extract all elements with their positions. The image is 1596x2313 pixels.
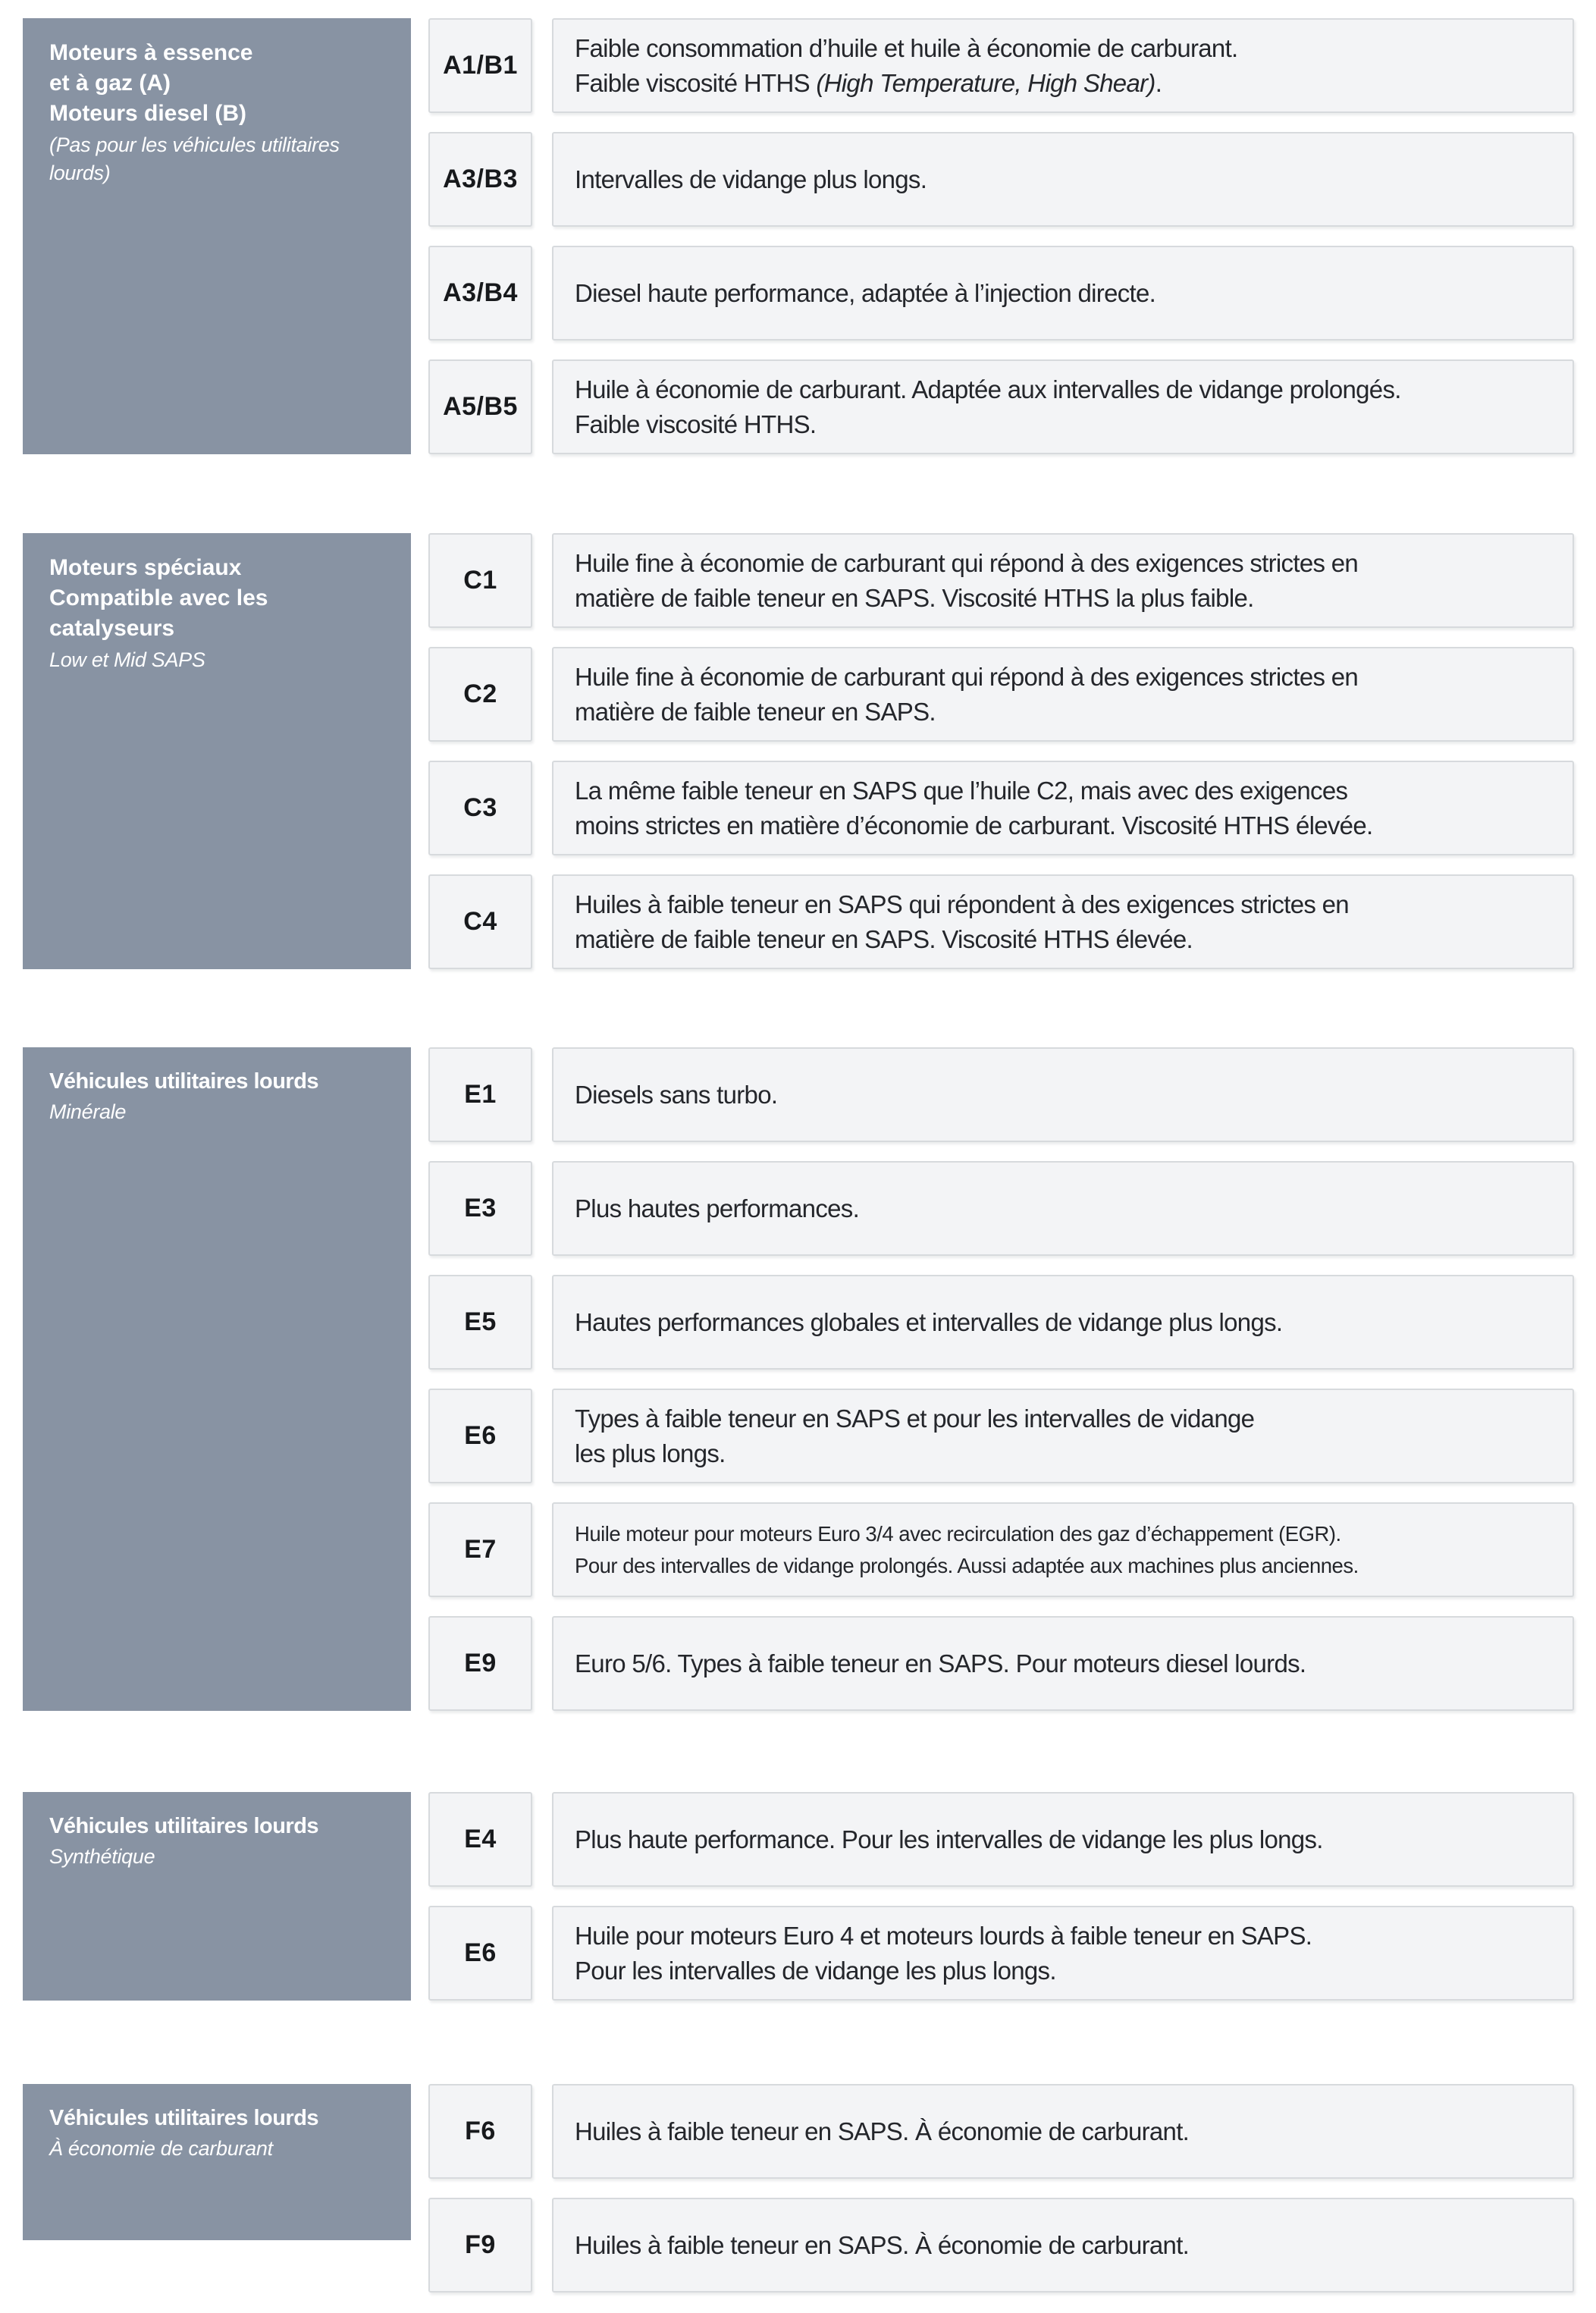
table-row xyxy=(428,533,1574,628)
section-sidebar xyxy=(23,533,411,969)
table-row xyxy=(428,132,1574,227)
section-heavy-duty-mineral xyxy=(23,1047,1574,1711)
category-code: F6 xyxy=(428,2084,532,2179)
section-special-engines-catalyst xyxy=(23,533,1574,969)
category-description xyxy=(552,2084,1574,2179)
description-line-2-prefix: Faible viscosité HTHS xyxy=(575,68,817,97)
category-description xyxy=(552,1616,1574,1711)
description-text: Huile pour moteurs Euro 4 et moteurs lourds à faible teneur en SAPS. Pour les intervalles de vidange les plus longs. xyxy=(575,1921,1312,1985)
category-code: A3/B4 xyxy=(428,246,532,341)
description-text: Huiles à faible teneur en SAPS. À économie de carburant. xyxy=(575,2230,1190,2259)
section-sidebar xyxy=(23,2084,411,2240)
description-text: Euro 5/6. Types à faible teneur en SAPS. Pour moteurs diesel lourds. xyxy=(575,1649,1306,1677)
category-description xyxy=(552,359,1574,454)
section-subtitle: (Pas pour les véhicules utilitaires lourds) xyxy=(49,133,340,184)
table-row xyxy=(428,1275,1574,1370)
section-title: Moteurs spéciaux Compatible avec les catalyseurs xyxy=(49,555,268,641)
description-text xyxy=(575,31,1238,101)
section-sidebar xyxy=(23,18,411,454)
category-description xyxy=(552,1389,1574,1483)
category-code: A3/B3 xyxy=(428,132,532,227)
category-description xyxy=(552,132,1574,227)
description-text: Huile fine à économie de carburant qui répond à des exigences strictes en matière de faible teneur en SAPS. xyxy=(575,662,1359,726)
section-heavy-duty-synthetic xyxy=(23,1792,1574,2001)
table-row xyxy=(428,1502,1574,1597)
category-description xyxy=(552,1161,1574,1256)
category-code: C2 xyxy=(428,647,532,742)
rows-column xyxy=(428,1792,1574,2001)
category-code: E9 xyxy=(428,1616,532,1711)
description-text: Huiles à faible teneur en SAPS. À économie de carburant. xyxy=(575,2117,1190,2145)
category-code: E4 xyxy=(428,1792,532,1887)
rows-column xyxy=(428,533,1574,969)
rows-column xyxy=(428,2084,1574,2293)
table-row xyxy=(428,2084,1574,2179)
section-heavy-duty-fuel-economy xyxy=(23,2084,1574,2293)
category-description xyxy=(552,1275,1574,1370)
description-text: Types à faible teneur en SAPS et pour les intervalles de vidange les plus longs. xyxy=(575,1404,1255,1467)
table-row xyxy=(428,647,1574,742)
description-text: Hautes performances globales et intervalles de vidange plus longs. xyxy=(575,1307,1283,1336)
table-row xyxy=(428,246,1574,341)
section-petrol-diesel-engines xyxy=(23,18,1574,454)
table-row xyxy=(428,1792,1574,1887)
section-sidebar xyxy=(23,1047,411,1711)
description-text: Plus haute performance. Pour les intervalles de vidange les plus longs. xyxy=(575,1825,1323,1853)
table-row xyxy=(428,1161,1574,1256)
category-description xyxy=(552,1047,1574,1142)
description-text: Huile moteur pour moteurs Euro 3/4 avec recirculation des gaz d’échappement (EGR). Pour des intervalles de vidange prolongés. Aussi adaptée aux machines plus anciennes. xyxy=(575,1521,1359,1577)
category-description xyxy=(552,246,1574,341)
table-row xyxy=(428,1389,1574,1483)
category-description xyxy=(552,2198,1574,2293)
section-subtitle: Synthétique xyxy=(49,1845,155,1868)
category-description xyxy=(552,18,1574,113)
section-title: Véhicules utilitaires lourds xyxy=(49,1814,319,1838)
description-text: Intervalles de vidange plus longs. xyxy=(575,165,927,193)
category-code: E6 xyxy=(428,1389,532,1483)
category-description xyxy=(552,647,1574,742)
rows-column xyxy=(428,18,1574,454)
category-code: C3 xyxy=(428,761,532,855)
description-line-2-italic: (High Temperature, High Shear) xyxy=(816,68,1155,97)
section-title: Véhicules utilitaires lourds xyxy=(49,1069,319,1094)
table-row xyxy=(428,761,1574,855)
category-description xyxy=(552,874,1574,969)
category-code: E3 xyxy=(428,1161,532,1256)
category-code: A5/B5 xyxy=(428,359,532,454)
description-line-1: Faible consommation d’huile et huile à économie de carburant. xyxy=(575,33,1238,62)
description-text: Plus hautes performances. xyxy=(575,1194,860,1222)
category-code: E6 xyxy=(428,1906,532,2001)
section-subtitle: À économie de carburant xyxy=(49,2137,273,2160)
section-title: Véhicules utilitaires lourds xyxy=(49,2106,319,2130)
description-text: Huile fine à économie de carburant qui répond à des exigences strictes en matière de faible teneur en SAPS. Viscosité HTHS la plus faible. xyxy=(575,548,1359,612)
category-code: E1 xyxy=(428,1047,532,1142)
category-code: A1/B1 xyxy=(428,18,532,113)
table-row xyxy=(428,1616,1574,1711)
section-subtitle: Minérale xyxy=(49,1100,127,1123)
category-code: F9 xyxy=(428,2198,532,2293)
table-row xyxy=(428,359,1574,454)
table-row xyxy=(428,1047,1574,1142)
description-text: Diesel haute performance, adaptée à l’injection directe. xyxy=(575,278,1156,307)
description-text: Huiles à faible teneur en SAPS qui répondent à des exigences strictes en matière de faible teneur en SAPS. Viscosité HTHS élevée. xyxy=(575,890,1349,953)
description-text: Huile à économie de carburant. Adaptée aux intervalles de vidange prolongés. Faible viscosité HTHS. xyxy=(575,375,1401,438)
category-code: C1 xyxy=(428,533,532,628)
category-code: E5 xyxy=(428,1275,532,1370)
category-description xyxy=(552,1502,1574,1597)
category-code: E7 xyxy=(428,1502,532,1597)
description-text: La même faible teneur en SAPS que l’huile C2, mais avec des exigences moins strictes en matière d’économie de carburant. Viscosité HTHS élevée. xyxy=(575,776,1373,840)
category-description xyxy=(552,533,1574,628)
description-text: Diesels sans turbo. xyxy=(575,1080,778,1109)
section-sidebar xyxy=(23,1792,411,2001)
description-line-2-suffix: . xyxy=(1155,68,1162,97)
category-description xyxy=(552,1906,1574,2001)
table-row xyxy=(428,2198,1574,2293)
section-title: Moteurs à essence et à gaz (A) Moteurs diesel (B) xyxy=(49,40,253,126)
rows-column xyxy=(428,1047,1574,1711)
category-description xyxy=(552,1792,1574,1887)
category-code: C4 xyxy=(428,874,532,969)
table-row xyxy=(428,1906,1574,2001)
table-row xyxy=(428,874,1574,969)
table-row xyxy=(428,18,1574,113)
category-description xyxy=(552,761,1574,855)
section-subtitle: Low et Mid SAPS xyxy=(49,648,205,671)
